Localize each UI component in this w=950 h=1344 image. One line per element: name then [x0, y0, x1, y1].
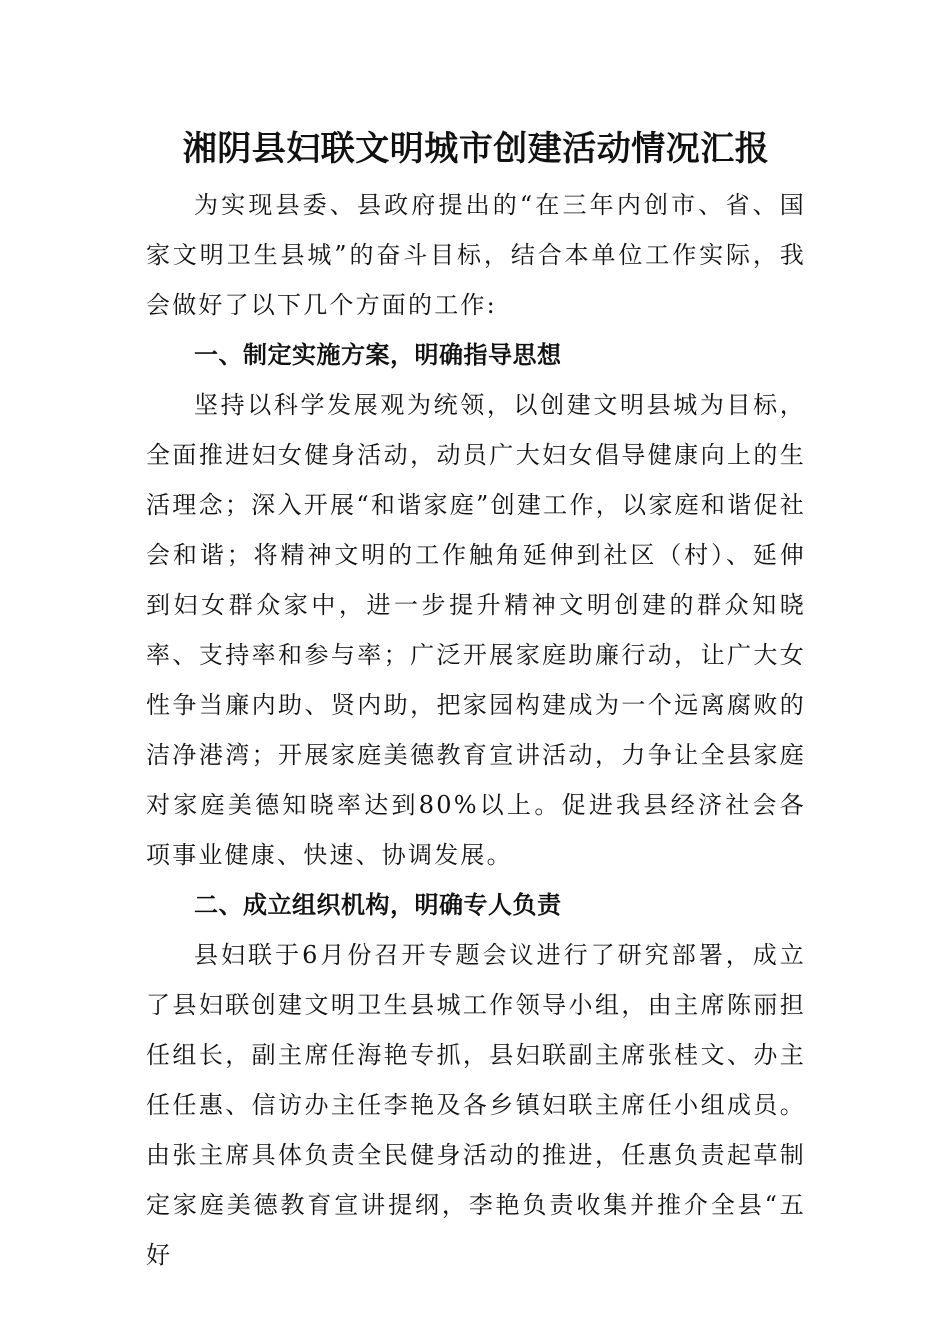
- intro-paragraph: 为实现县委、县政府提出的“在三年内创市、省、国家文明卫生县城”的奋斗目标，结合本单位工作实际，我会做好了以下几个方面的工作:: [146, 191, 806, 319]
- section-paragraph-1: 坚持以科学发展观为统领，以创建文明县城为目标，全面推进妇女健身活动，动员广大妇女倡导健康向上的生活理念；深入开展“和谐家庭”创建工作，以家庭和谐促社会和谐；将精神文明的工作触角延伸到社区（村）、延伸到妇女群众家中，进一步提升精神文明创建的群众知晓率、支持率和参与率；广泛开展家庭助廉行动，让广大女性争当廉内助、贤内助，把家园构建成为一个远离腐败的洁净港湾；开展家庭美德教育宣讲活动，力争让全县家庭对家庭美德知晓率达到80%以上。促进我县经济社会各项事业健康、快速、协调发展。: [146, 391, 806, 869]
- section-paragraph-2: 县妇联于6月份召开专题会议进行了研究部署，成立了县妇联创建文明卫生县城工作领导小组，由主席陈丽担任组长，副主席任海艳专抓，县妇联副主席张桂文、办主任任惠、信访办主任李艳及各乡镇妇联主席任小组成员。由张主席具体负责全民健身活动的推进，任惠负责起草制定家庭美德教育宣讲提纲，李艳负责收集并推介全县“五好: [146, 941, 806, 1269]
- section-heading-1: 一、制定实施方案，明确指导思想: [194, 341, 562, 369]
- page-title: 湘阴县妇联文明城市创建活动情况汇报: [182, 129, 770, 169]
- section-heading-2: 二、成立组织机构，明确专人负责: [194, 891, 562, 919]
- document-body: [146, 118, 806, 1280]
